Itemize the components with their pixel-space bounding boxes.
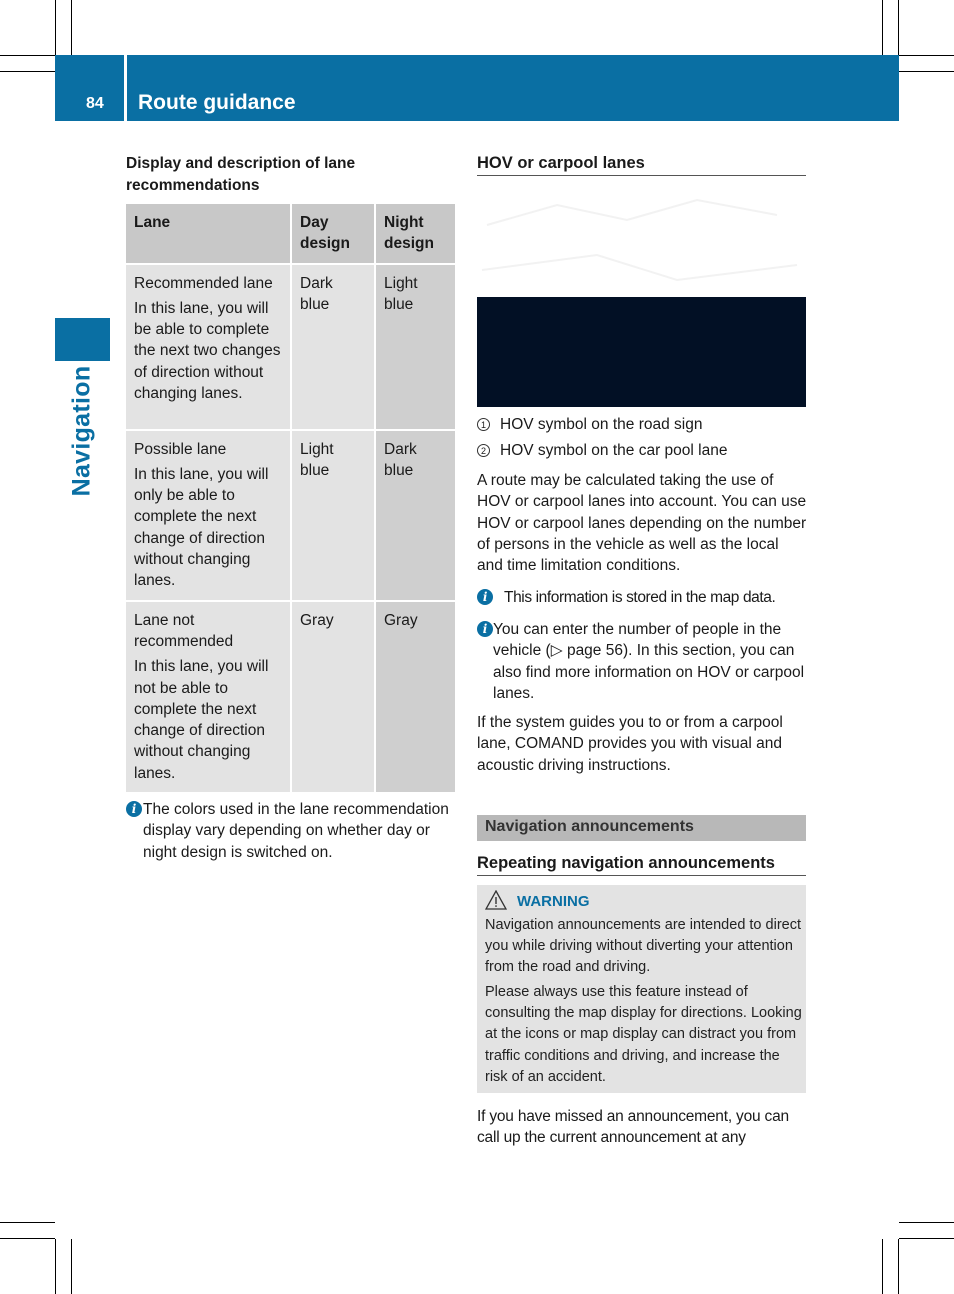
info-note-text: This information is stored in the map data. <box>504 589 776 606</box>
subheading: Repeating navigation announcements <box>477 854 806 876</box>
section-bar-title: Navigation announcements <box>485 818 694 835</box>
section-title: Route guidance <box>138 91 296 114</box>
legend-item <box>477 414 702 435</box>
legend-item <box>477 440 727 461</box>
day-design-value: Dark blue <box>291 264 375 430</box>
info-icon: i <box>126 801 142 817</box>
table-row <box>126 430 455 601</box>
lane-name: Recommended lane <box>134 274 273 292</box>
lane-recommendation-table <box>126 204 455 792</box>
column-header-lane: Lane <box>126 204 291 264</box>
table-row <box>126 264 455 430</box>
crop-mark <box>899 71 954 72</box>
crop-mark <box>899 55 954 56</box>
crop-mark <box>55 1239 56 1294</box>
crop-mark <box>71 1239 72 1294</box>
info-icon: i <box>477 621 493 637</box>
table-heading: Display and description of lane recommendations <box>126 155 356 194</box>
night-design-value: Light blue <box>375 264 455 430</box>
info-note <box>477 587 812 608</box>
side-chapter-label: Navigation <box>67 365 96 497</box>
crop-mark <box>898 0 899 55</box>
warning-triangle-icon <box>485 890 507 910</box>
info-icon: i <box>477 589 493 605</box>
table-row <box>126 601 455 792</box>
column-header-night: Night design <box>375 204 455 264</box>
lane-name: Lane not recommended <box>134 611 234 650</box>
legend-number: 1 <box>477 418 490 431</box>
warning-label: WARNING <box>517 893 590 910</box>
announcement-paragraph: If you have missed an announcement, you can call up the current announcement at any <box>477 1108 789 1147</box>
page-number: 84 <box>86 95 104 112</box>
day-design-value: Light blue <box>291 430 375 601</box>
crop-mark <box>882 0 883 55</box>
column-header-day: Day design <box>291 204 375 264</box>
hov-paragraph: A route may be calculated taking the use of HOV or carpool lanes into account. You can use HOV or carpool lanes depending on the number of persons in the vehicle as well as the local and time limitation conditions. <box>477 472 807 575</box>
crop-mark <box>899 1238 954 1239</box>
day-design-value: Gray <box>291 601 375 792</box>
crop-mark <box>899 1222 954 1223</box>
lane-description: In this lane, you will not be able to complete the next change of direction without changing lanes. <box>134 658 269 782</box>
info-note <box>477 619 809 704</box>
hov-heading: HOV or carpool lanes <box>477 154 806 176</box>
crop-mark <box>55 0 56 55</box>
crop-mark <box>898 1239 899 1294</box>
warning-text: Please always use this feature instead of consulting the map display for directions. Looking at the icons or map display can distract you from traffic conditions and driving, and increase the risk of an accident. <box>485 984 802 1085</box>
hov-illustration-graphic <box>477 185 806 295</box>
info-note-text: The colors used in the lane recommendation display vary depending on whether day or night design is switched on. <box>143 801 449 861</box>
legend-number: 2 <box>477 444 490 457</box>
crop-mark <box>0 55 55 56</box>
crop-mark <box>71 0 72 55</box>
lane-description: In this lane, you will be able to complete the next two changes of direction without changing lanes. <box>134 299 281 403</box>
info-note <box>126 799 458 863</box>
hov-photo <box>477 297 806 407</box>
lane-name: Possible lane <box>134 440 227 458</box>
crop-mark <box>0 1238 55 1239</box>
crop-mark <box>0 1222 55 1223</box>
warning-text: Navigation announcements are intended to direct you while driving without diverting your attention from the road and driving. <box>485 917 801 976</box>
night-design-value: Gray <box>375 601 455 792</box>
warning-header <box>485 890 590 910</box>
header-divider <box>124 55 127 121</box>
lane-description: In this lane, you will only be able to complete the next change of direction without changing lanes. <box>134 465 269 590</box>
night-design-value: Dark blue <box>375 430 455 601</box>
info-note-text: You can enter the number of people in the vehicle (▷ page 56). In this section, you can also find more information on HOV or carpool lanes. <box>493 621 805 702</box>
side-tab-marker <box>55 318 110 361</box>
legend-text: HOV symbol on the road sign <box>500 416 703 433</box>
crop-mark <box>0 71 55 72</box>
legend-text: HOV symbol on the car pool lane <box>500 442 728 459</box>
hov-paragraph: If the system guides you to or from a carpool lane, COMAND provides you with visual and acoustic driving instructions. <box>477 714 783 774</box>
hov-illustration <box>477 185 806 295</box>
crop-mark <box>882 1239 883 1294</box>
